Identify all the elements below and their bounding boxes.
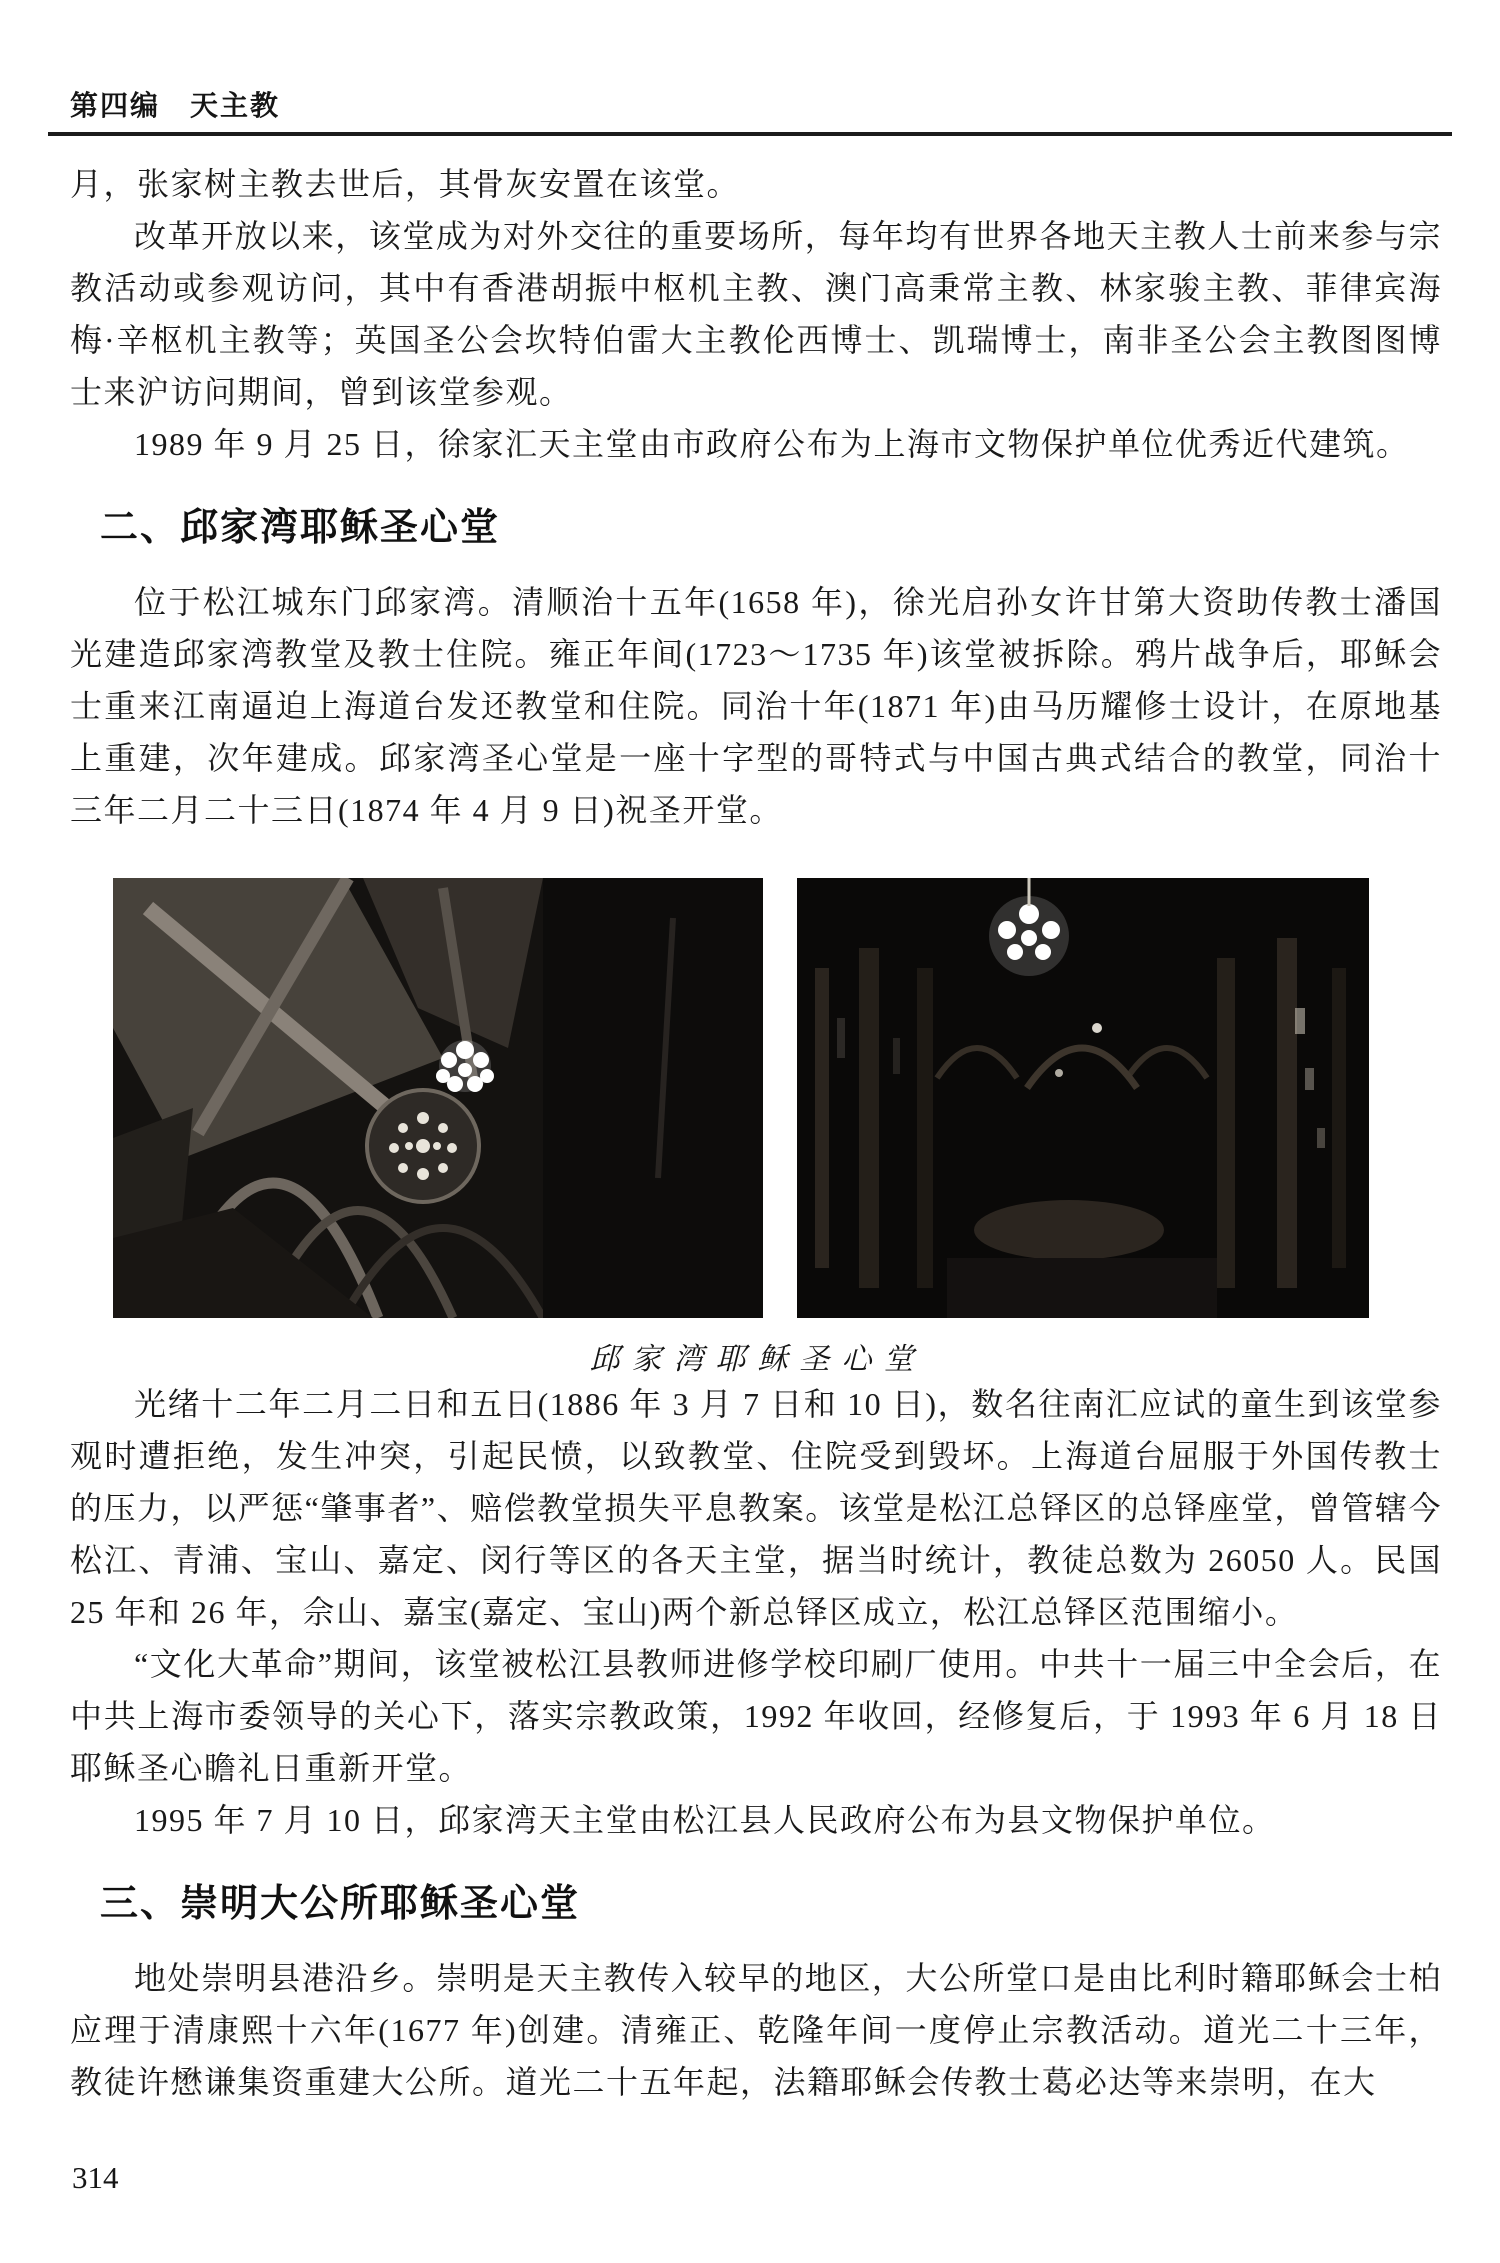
body-paragraph: 1989 年 9 月 25 日，徐家汇天主堂由市政府公布为上海市文物保护单位优秀近代建筑。	[134, 426, 1410, 462]
body-paragraph: 地处崇明县港沿乡。崇明是天主教传入较早的地区，大公所堂口是由比利时籍耶稣会士柏应理于清康熙十六年(1677 年)创建。清雍正、乾隆年间一度停止宗教活动。道光二十三年，教徒许懋谦集资重建大公所。道光二十五年起，法籍耶稣会传教士葛必达等来崇明，在大	[70, 1960, 1442, 2100]
running-header	[70, 84, 1442, 124]
church-nave-interior-photo	[797, 878, 1369, 1318]
figure-block	[113, 878, 1442, 1378]
church-vault-interior-photo	[113, 878, 763, 1318]
photo-row	[113, 878, 1442, 1318]
photo-caption: 邱家湾耶稣圣心堂	[589, 1342, 926, 1377]
running-header-title: 第四编 天主教	[70, 89, 281, 122]
body-paragraph: “文化大革命”期间，该堂被松江县教师进修学校印刷厂使用。中共十一届三中全会后，在中共上海市委领导的关心下，落实宗教政策，1992 年收回，经修复后，于 1993 年 6 月 18 日耶稣圣心瞻礼日重新开堂。	[70, 1646, 1442, 1786]
body-paragraph: 月，张家树主教去世后，其骨灰安置在该堂。	[70, 166, 741, 202]
header-rule	[48, 132, 1452, 136]
section-heading-chongming: 三、崇明大公所耶稣圣心堂	[100, 1881, 581, 1925]
section-heading-qiujiawan: 二、邱家湾耶稣圣心堂	[100, 505, 501, 549]
page-body	[70, 158, 1442, 2108]
body-paragraph: 位于松江城东门邱家湾。清顺治十五年(1658 年)，徐光启孙女许甘第大资助传教士潘国光建造邱家湾教堂及教士住院。雍正年间(1723～1735 年)该堂被拆除。鸦片战争后，耶稣会士重来江南逼迫上海道台发还教堂和住院。同治十年(1871 年)由马历耀修士设计，在原地基上重建，次年建成。邱家湾圣心堂是一座十字型的哥特式与中国古典式结合的教堂，同治十三年二月二十三日(1874 年 4 月 9 日)祝圣开堂。	[70, 584, 1442, 828]
page-number: 314	[72, 2160, 119, 2195]
body-paragraph: 1995 年 7 月 10 日，邱家湾天主堂由松江县人民政府公布为县文物保护单位。	[134, 1802, 1276, 1838]
body-paragraph: 光绪十二年二月二日和五日(1886 年 3 月 7 日和 10 日)，数名往南汇应试的童生到该堂参观时遭拒绝，发生冲突，引起民愤，以致教堂、住院受到毁坏。上海道台屈服于外国传教士的压力，以严惩“肇事者”、赔偿教堂损失平息教案。该堂是松江总铎区的总铎座堂，曾管辖今松江、青浦、宝山、嘉定、闵行等区的各天主堂，据当时统计，教徒总数为 26050 人。民国 25 年和 26 年，佘山、嘉宝(嘉定、宝山)两个新总铎区成立，松江总铎区范围缩小。	[70, 1386, 1442, 1630]
body-paragraph: 改革开放以来，该堂成为对外交往的重要场所，每年均有世界各地天主教人士前来参与宗教活动或参观访问，其中有香港胡振中枢机主教、澳门高秉常主教、林家骏主教、菲律宾海梅·辛枢机主教等；英国圣公会坎特伯雷大主教伦西博士、凯瑞博士，南非圣公会主教图图博士来沪访问期间，曾到该堂参观。	[70, 218, 1442, 410]
